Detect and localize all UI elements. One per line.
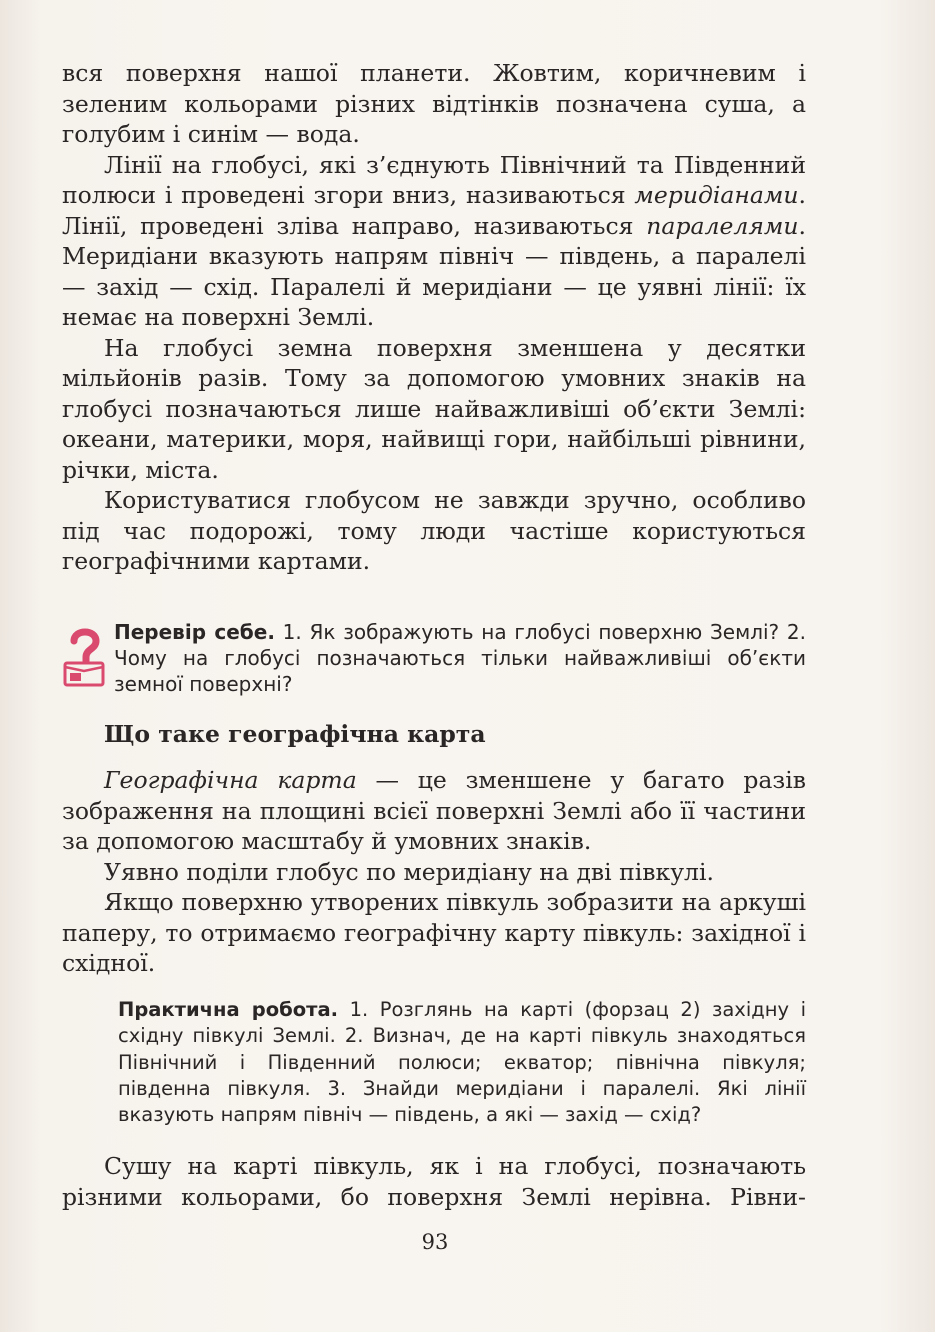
section-heading: Що таке географічна карта bbox=[104, 720, 486, 748]
paragraph-globe-usage: Користуватися глобусом не завжди зручно, особливо під час подорожі, тому люди частіше користуються географічними картами. bbox=[62, 486, 806, 575]
paragraph-map-definition: Географічна карта — це зменшене у багато разів зображення на площині всієї поверхні Землі або її частини за допомогою масштабу й умовних знаків. bbox=[62, 766, 807, 855]
check-yourself-text: Перевір себе. 1. Як зображують на глобусі поверхню Землі? 2. Чому на глобусі позначаються тільки найважливіші об’єкти земної поверхні? bbox=[114, 620, 806, 696]
check-yourself-box bbox=[62, 619, 806, 699]
term-meridians: меридіанами bbox=[634, 181, 799, 209]
text-block-map bbox=[62, 765, 806, 979]
paragraph-globe-scale: На глобусі земна поверхня зменшена у десятки мільйонів разів. Тому за допомогою умовних знаків на глобусі позначаються лише найважливіші об’єкти Землі: океани, материки, моря, найвищі гори, найбільші рівнини, річки, міста. bbox=[62, 333, 806, 484]
term-parallels: паралелями bbox=[646, 211, 799, 240]
practical-work-label: Практична робота. bbox=[118, 998, 339, 1021]
paragraph-hemispheres-map: Якщо поверхню утворених півкуль зобразити на аркуші паперу, то отримаємо географічну карту півкуль: західної і східної. bbox=[62, 888, 806, 977]
paragraph-globe-colors: вся поверхня нашої планети. Жовтим, коричневим і зеленим кольорами різних відтінків позначена суша, а голубим і синім — вода. bbox=[62, 59, 806, 148]
paragraph-meridians-parallels: Лінії на глобусі, які з’єднують Північний та Південний полюси і проведені згори вниз, називаються меридіанами. Лінії, проведені зліва направо, називаються паралелями. Меридіани вказують напрям північ — південь, а паралелі — захід — схід. Паралелі й меридіани — це уявні лінії: їх немає на поверхні Землі. bbox=[62, 150, 806, 331]
practical-work-text: Практична робота. 1. Розглянь на карті (форзац 2) західну і східну півкулі Землі. 2. Визнач, де на карті півкуль знаходяться Північний і Південний полюси; екватор; північна півкуля; південна півкуля. 3. Знайди меридіани і паралелі. Які лінії вказують напрям північ — південь, а які — захід — схід? bbox=[118, 998, 806, 1127]
question-book-icon bbox=[62, 623, 106, 689]
paragraph-land-colors: Сушу на карті півкуль, як і на глобусі, позначають різними кольорами, бо поверхня Землі нерівна. Рівни- bbox=[62, 1152, 806, 1211]
text-block-land bbox=[62, 1151, 806, 1212]
text-block-globe bbox=[62, 58, 806, 577]
term-geographic-map: Географічна карта bbox=[104, 766, 357, 794]
practical-work-box bbox=[118, 997, 806, 1128]
paragraph-divide-globe: Уявно поділи глобус по меридіану на дві півкулі. bbox=[104, 857, 714, 886]
check-yourself-label: Перевір себе. bbox=[114, 620, 275, 644]
page-number: 93 bbox=[421, 1230, 449, 1254]
